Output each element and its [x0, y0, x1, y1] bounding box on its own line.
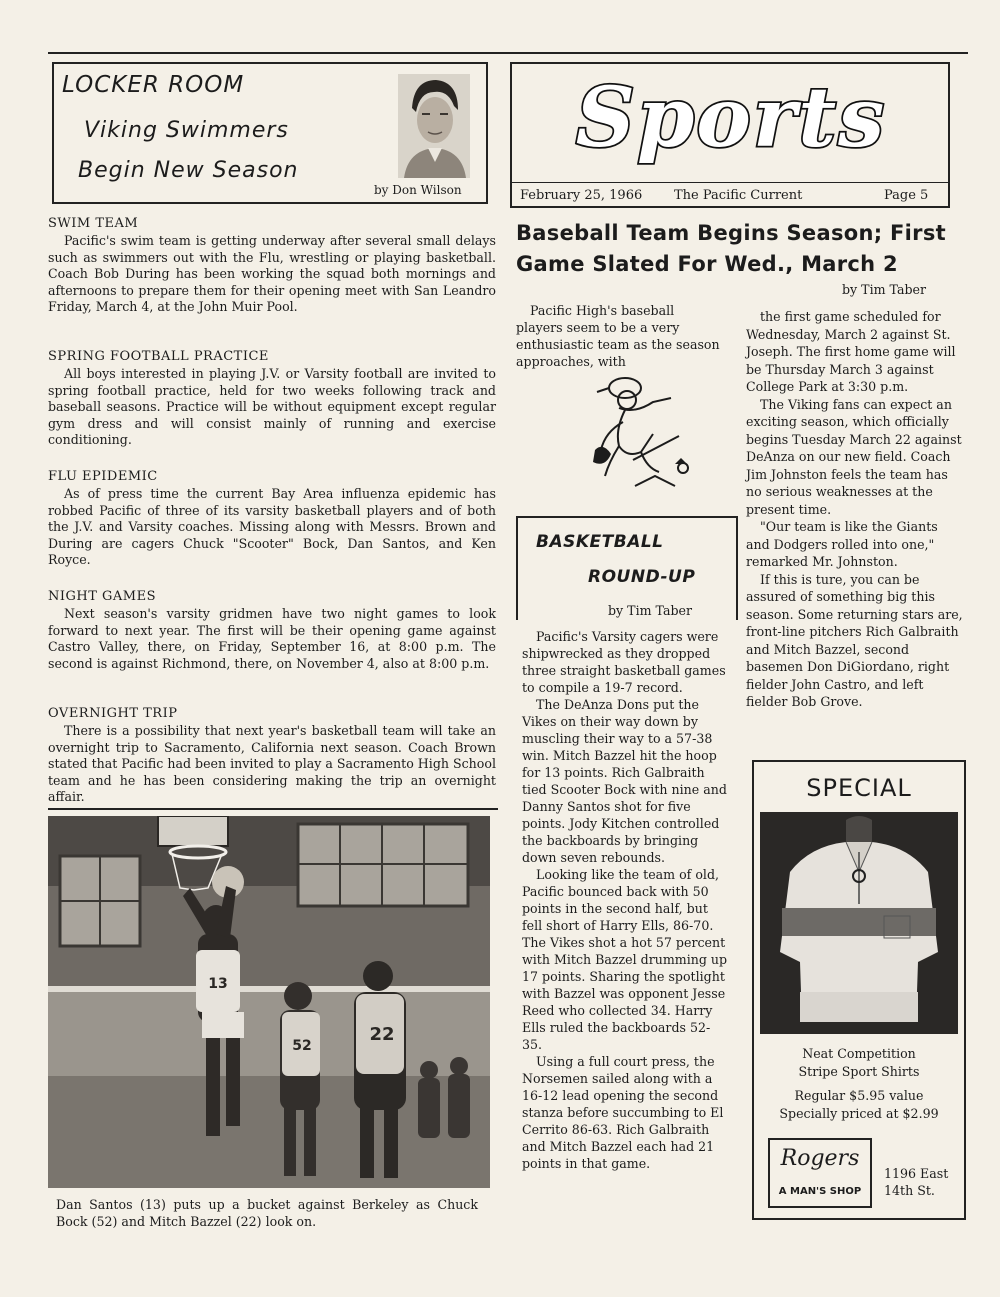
baseball-byline: by Tim Taber — [842, 282, 927, 297]
paragraph: Next season's varsity gridmen have two night games to look forward to next year. The first will be their opening game against Castro Valley, there, on Friday, September 16, at 8:00 p.m. The second is against Richmond, there, on November 4, also at 8:00 p.m. — [48, 606, 496, 671]
jersey-number-52: 52 — [292, 1038, 312, 1054]
store-logo: Rogers — [780, 1146, 860, 1171]
paper-name: The Pacific Current — [674, 188, 803, 203]
paragraph: The Viking fans can expect an exciting season, which officially begins Tuesday March 22 against DeAnza on our new field. Coach Jim Johnston feels the team has no serious weaknesses at the present time. — [746, 396, 962, 517]
baseball-column-1 — [516, 302, 724, 370]
paragraph: the first game scheduled for Wednesday, March 2 against St. Joseph. The first home game will be Thursday March 3 against College Park at 3:30 p.m. — [746, 309, 956, 394]
baseball-headline-line2: Game Slated For Wed., March 2 — [516, 252, 898, 276]
paragraph: Pacific High's baseball players seem to be a very enthusiastic team as the season approaches, with — [516, 303, 720, 369]
issue-date: February 25, 1966 — [520, 188, 643, 203]
column-name: LOCKER ROOM — [62, 72, 245, 98]
store-tagline: A MAN'S SHOP — [778, 1186, 862, 1197]
baseball-column-2 — [746, 308, 964, 711]
paragraph: The DeAnza Dons put the Vikes on their way down by muscling their way to a 57-38 win. Mitch Bazzel hit the hoop for 13 points. Rich Galbraith tied Scooter Bock with nine and Danny Santos shot for five points. Jody Kitchen controlled the backboards by bringing down seven rebounds. — [522, 697, 727, 865]
baseball-headline — [516, 218, 962, 280]
paragraph: Pacific's Varsity cagers were shipwrecked as they dropped three straight basketball games to compile a 19-7 record. — [522, 629, 726, 695]
paragraph: Looking like the team of old, Pacific bounced back with 50 points in the second half, but fell short of Harry Ells, 86-70. The Vikes shot a hot 57 percent with Mitch Bazzel drumming up 17 points. Sharing the spotlight with Bazzel was opponent Jesse Reed who collected 34. Harry Ells ruled the backboards 52-35. — [522, 867, 728, 1052]
paragraph: There is a possibility that next year's basketball team will take an overnight trip to Sacramento, California next season. Coach Brown stated that Pacific had been invited to play a Sacramento High School team and he has been considering making the trip an overnight affair. — [48, 723, 496, 804]
baseball-headline-line1: Baseball Team Begins Season; First — [516, 221, 946, 245]
section-body — [48, 486, 496, 569]
section-heading: NIGHT GAMES — [48, 589, 157, 604]
ad-text-line: Neat Competition — [802, 1046, 916, 1061]
photo-rule — [48, 808, 498, 810]
basketball-title-line2: ROUND-UP — [588, 567, 696, 587]
paragraph: As of press time the current Bay Area influenza epidemic has robbed Pacific of three of its varsity basketball players and of both the J.V. and Varsity coaches. Missing along with Messrs. Brown and During are cagers Chuck "Scooter" Bock, Dan Santos, and Ken Royce. — [48, 486, 496, 567]
store-address-line2: 14th St. — [884, 1183, 935, 1198]
paragraph: All boys interested in playing J.V. or Varsity football are invited to spring football practice, held for two weeks following track and baseball seasons. Practice will be without equipment except regular gym dress and will consist mainly of running and exercise conditioning. — [48, 366, 496, 447]
ad-title: SPECIAL — [806, 774, 912, 802]
top-rule — [48, 52, 968, 54]
store-address-line1: 1196 East — [884, 1166, 949, 1181]
paragraph: If this is ture, you can be assured of something big this season. Some returning stars are, front-line pitchers Rich Galbraith and Mitch Bazzel, second basemen Don DiGiordano, right fielder John Castro, and left fielder Bob Grove. — [746, 571, 963, 709]
baseball-player-cartoon — [575, 372, 695, 490]
paragraph: Using a full court press, the Norsemen sailed along with a 16-12 lead opening the second stanza before succumbing to El Cerrito 86-63. Rich Galbraith and Mitch Bazzel each had 21 points in that game. — [522, 1054, 724, 1171]
section-body — [48, 366, 496, 449]
sports-masthead-title — [556, 66, 906, 176]
ad-text-line: Stripe Sport Shirts — [798, 1064, 920, 1079]
section-body — [48, 233, 496, 316]
basketball-byline: by Tim Taber — [608, 603, 693, 618]
shirt-photo — [760, 812, 958, 1034]
masthead-divider — [510, 182, 950, 183]
page-number: Page 5 — [884, 188, 929, 203]
section-heading: FLU EPIDEMIC — [48, 469, 158, 484]
author-portrait — [398, 74, 470, 178]
locker-headline-line2: Begin New Season — [78, 158, 299, 183]
ad-price-special: Specially priced at $2.99 — [779, 1106, 939, 1121]
jersey-number-13: 13 — [208, 976, 228, 992]
section-body — [48, 723, 496, 806]
section-heading: SPRING FOOTBALL PRACTICE — [48, 349, 269, 364]
paragraph: "Our team is like the Giants and Dodgers rolled into one," remarked Mr. Johnston. — [746, 519, 938, 569]
photo-caption: Dan Santos (13) puts up a bucket against Berkeley as Chuck Bock (52) and Mitch Bazzel (22) look on. — [56, 1197, 478, 1229]
ad-price-regular: Regular $5.95 value — [794, 1088, 924, 1103]
locker-byline: by Don Wilson — [374, 183, 462, 197]
svg-text:Sports: Sports — [575, 70, 887, 166]
section-body — [48, 606, 496, 672]
locker-headline-line1: Viking Swimmers — [84, 118, 289, 143]
section-heading: OVERNIGHT TRIP — [48, 706, 178, 721]
basketball-column — [522, 628, 730, 1172]
section-heading: SWIM TEAM — [48, 216, 139, 231]
jersey-number-22: 22 — [369, 1024, 395, 1045]
paragraph: Pacific's swim team is getting underway after several small delays such as swimmers out with the Flu, wrestling or playing basketball. Coach Bob During has been working the squad both mornings and afternoons to prepare them for their opening meet with San Leandro Friday, March 4, at the John Muir Pool. — [48, 233, 496, 314]
basketball-title-line1: BASKETBALL — [536, 532, 664, 552]
basketball-photo — [48, 816, 490, 1188]
